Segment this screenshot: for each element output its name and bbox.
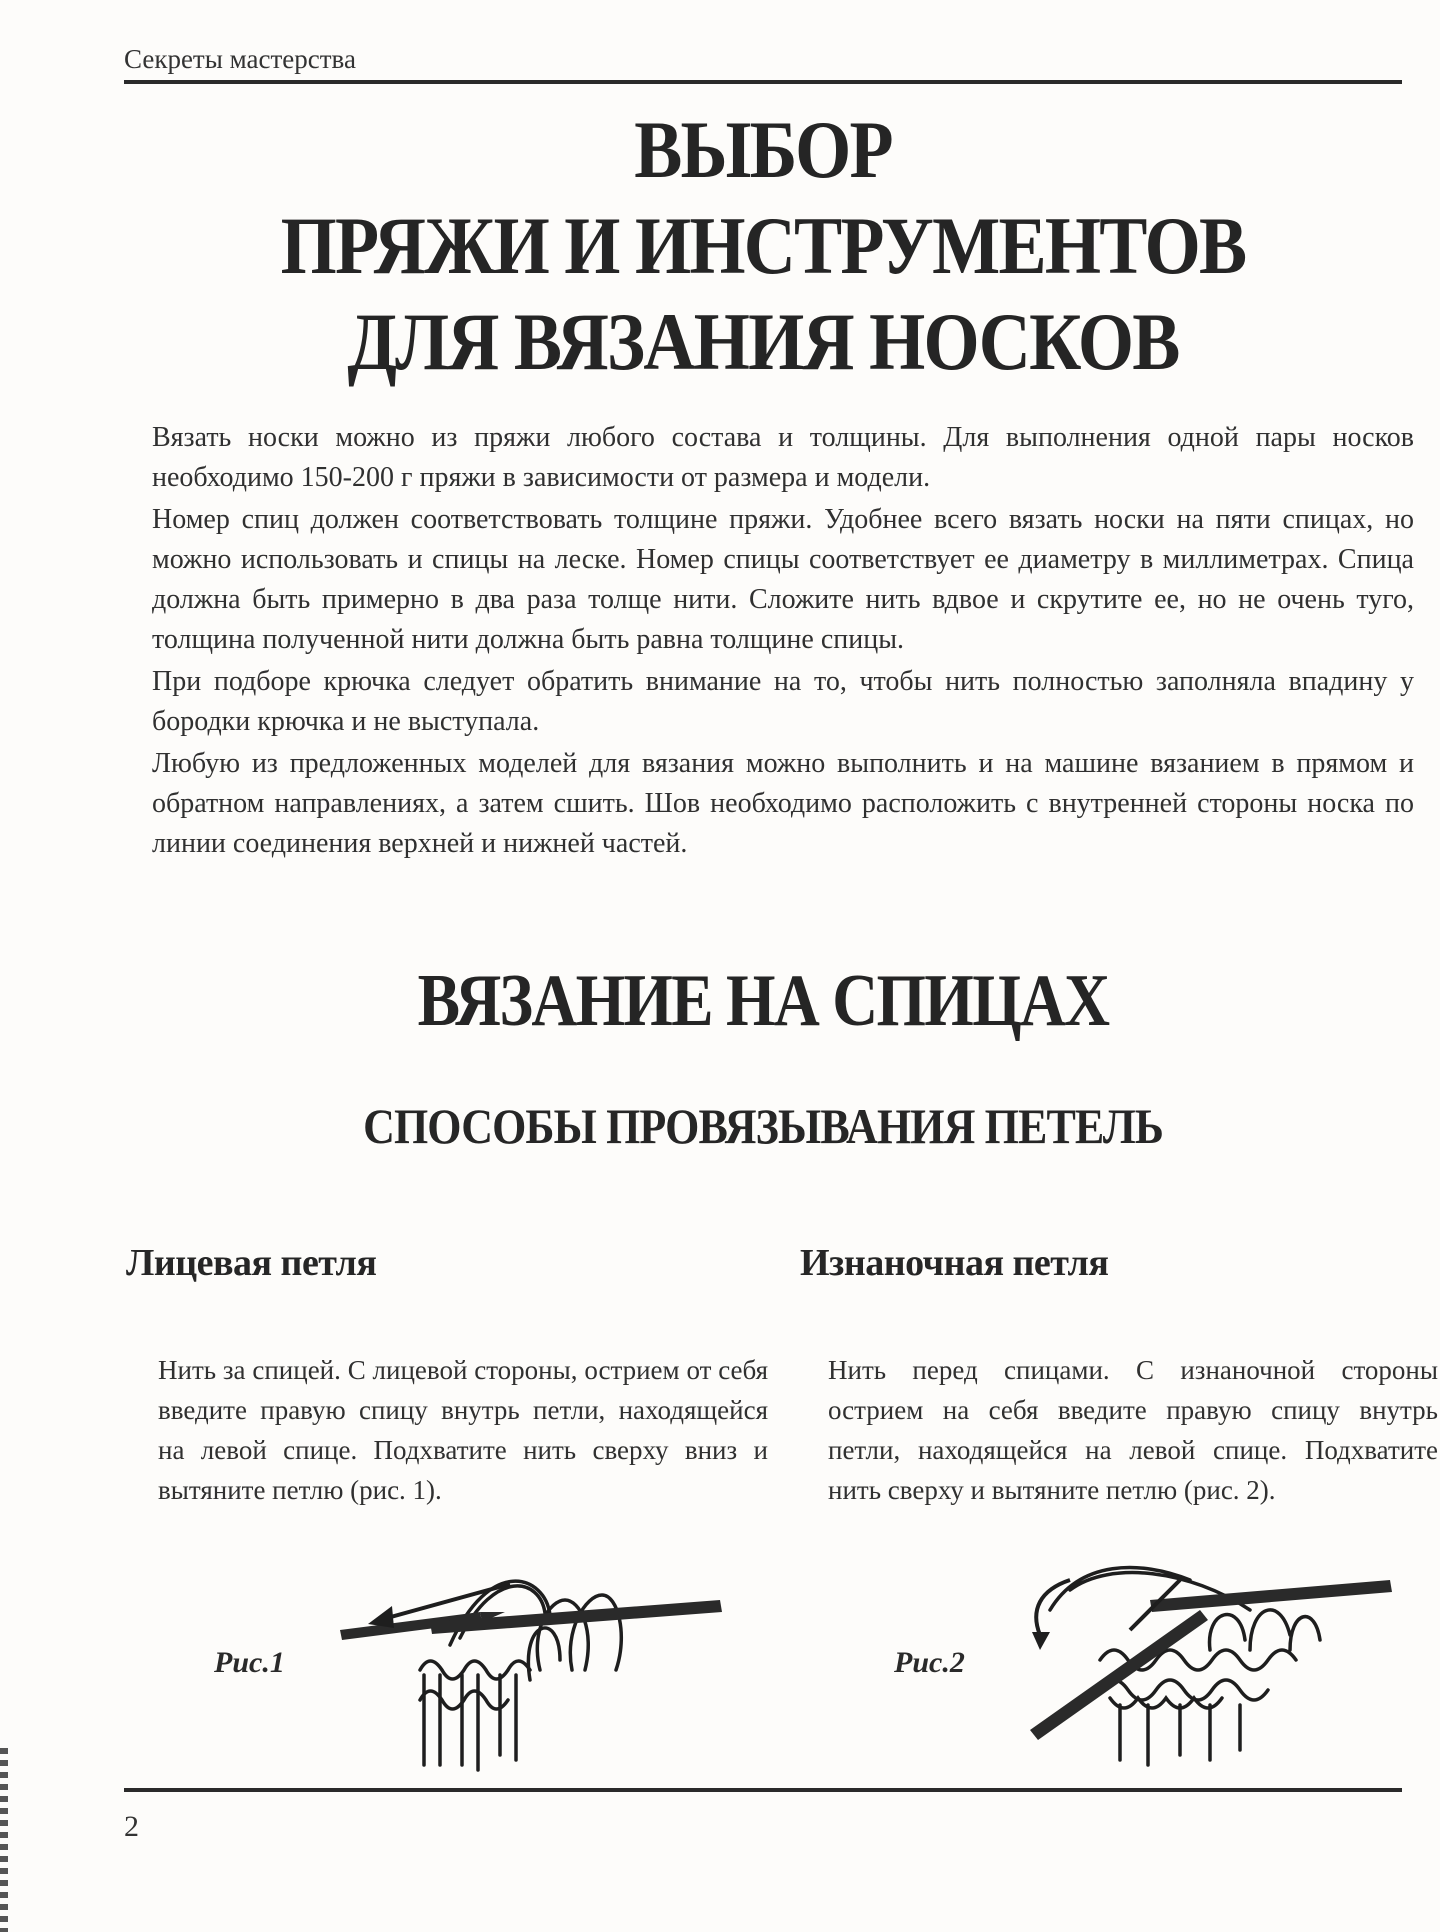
paragraph: При подборе крючка следует обратить внимание на то, чтобы нить полностью заполняла впадину у бородки крючка и не выступала. [152,666,1414,737]
running-head: Секреты мастерства [124,44,356,74]
page-number: 2 [124,1810,139,1843]
scan-edge-marks [0,1748,8,1932]
purl-stitch-text: Нить перед спицами. С изнаночной стороны острием на себя введите правую спицу внутрь петли, находящейся на левой спице. Подхватите нить сверху и вытяните петлю (рис. 2). [828,1355,1438,1505]
page-title [201,102,1326,390]
knit-stitch-text: Нить за спицей. С лицевой стороны, острием от себя введите правую спицу внутрь петли, находящейся на левой спице. Подхватите нить сверху вниз и вытяните петлю (рис. 1). [158,1355,768,1505]
title-line-2: ПРЯЖИ И ИНСТРУМЕНТОВ [280,200,1246,291]
knit-stitch-heading: Лицевая петля [126,1242,377,1284]
intro-text [152,418,1414,864]
subsection-title: СПОСОБЫ ПРОВЯЗЫВАНИЯ ПЕТЕЛЬ [363,1098,1163,1154]
purl-stitch-heading: Изнаночная петля [800,1242,1109,1284]
figure-1-caption: Рис.1 [214,1646,285,1679]
paragraph: Номер спиц должен соответствовать толщине пряжи. Удобнее всего вязать носки на пяти спицах, но можно использовать и спицы на леске. Номер спицы соответствует ее диаметру в миллиметрах. Спица должна быть примерно в два раза толще нити. Сложите нить вдвое и скрутите ее, но не очень туго, толщина полученной нити должна быть равна толщине спицы. [152,504,1414,655]
purl-stitch-illustration-icon [1010,1540,1410,1780]
paragraph: Вязать носки можно из пряжи любого состава и толщины. Для выполнения одной пары носков необходимо 150-200 г пряжи в зависимости от размера и модели. [152,422,1414,493]
top-rule [124,80,1402,84]
knit-stitch-illustration-icon [340,1540,760,1780]
title-line-3: ДЛЯ ВЯЗАНИЯ НОСКОВ [347,296,1179,387]
section-title: ВЯЗАНИЕ НА СПИЦАХ [417,960,1109,1042]
figure-2-caption: Рис.2 [894,1646,965,1679]
bottom-rule [124,1788,1402,1792]
paragraph: Любую из предложенных моделей для вязания можно выполнить и на машине вязанием в прямом и обратном направлениях, а затем сшить. Шов необходимо расположить с внутренней стороны носка по линии соединения верхней и нижней частей. [152,748,1414,859]
title-line-1: ВЫБОР [634,104,892,195]
